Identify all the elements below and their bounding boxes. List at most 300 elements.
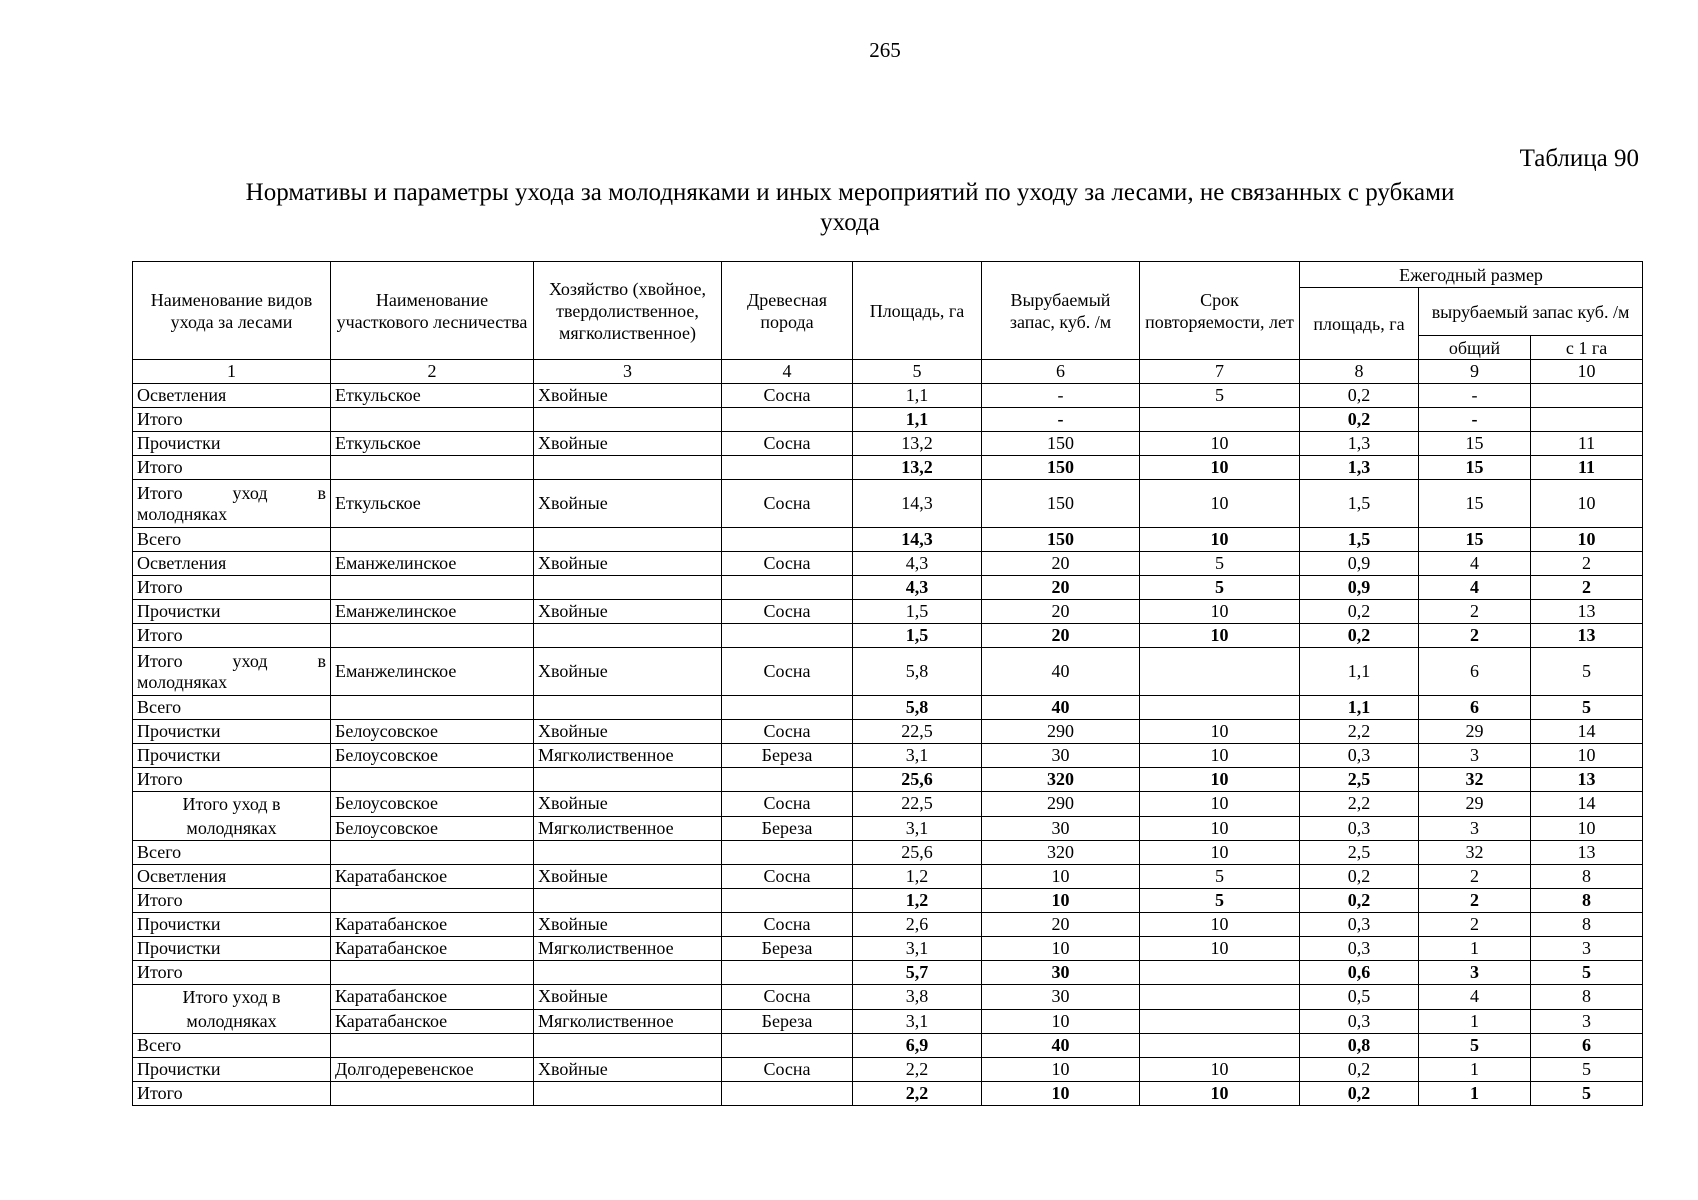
annual-area-cell: 0,2 <box>1300 865 1419 889</box>
farm-cell <box>534 841 722 865</box>
care-type-cell: Итого <box>133 1082 331 1106</box>
table-row <box>133 384 1643 408</box>
farm-cell <box>534 768 722 792</box>
farm-cell: Мягколиственное <box>534 744 722 768</box>
period-cell <box>1140 1009 1300 1034</box>
area-cell: 14,3 <box>853 528 982 552</box>
table-row <box>133 432 1643 456</box>
area-cell: 4,3 <box>853 552 982 576</box>
species-cell: Береза <box>722 1009 853 1034</box>
table-row <box>133 985 1643 1010</box>
header-cell-per-ha: с 1 га <box>1531 336 1643 360</box>
annual-total-cell: 32 <box>1419 768 1531 792</box>
area-cell: 1,5 <box>853 600 982 624</box>
care-type-cell: Итого <box>133 624 331 648</box>
header-cell-area: Площадь, га <box>853 262 982 360</box>
annual-total-cell: - <box>1419 408 1531 432</box>
period-cell: 10 <box>1140 480 1300 528</box>
care-type-cell: Итого <box>133 408 331 432</box>
annual-total-cell: 3 <box>1419 744 1531 768</box>
annual-per-ha-cell: 11 <box>1531 456 1643 480</box>
farm-cell: Мягколиственное <box>534 937 722 961</box>
species-cell <box>722 1082 853 1106</box>
column-number: 10 <box>1531 360 1643 384</box>
farm-cell <box>534 408 722 432</box>
table-row <box>133 408 1643 432</box>
care-type-cell: Итого уход в молодняках <box>133 792 331 841</box>
area-cell: 25,6 <box>853 768 982 792</box>
period-cell: 10 <box>1140 792 1300 817</box>
annual-total-cell: 1 <box>1419 1082 1531 1106</box>
annual-per-ha-cell <box>1531 408 1643 432</box>
header-cell-forestry: Наименование участкового лесничества <box>331 262 534 360</box>
period-cell <box>1140 408 1300 432</box>
species-cell: Береза <box>722 744 853 768</box>
care-type-cell: Прочистки <box>133 432 331 456</box>
period-cell: 10 <box>1140 624 1300 648</box>
period-cell: 10 <box>1140 913 1300 937</box>
period-cell: 10 <box>1140 841 1300 865</box>
column-number: 8 <box>1300 360 1419 384</box>
annual-total-cell: 32 <box>1419 841 1531 865</box>
period-cell: 10 <box>1140 720 1300 744</box>
column-number: 7 <box>1140 360 1300 384</box>
stock-cell: 40 <box>982 696 1140 720</box>
farm-cell: Хвойные <box>534 552 722 576</box>
forestry-cell: Каратабанское <box>331 937 534 961</box>
species-cell <box>722 889 853 913</box>
stock-cell: 10 <box>982 1009 1140 1034</box>
annual-per-ha-cell: 5 <box>1531 648 1643 696</box>
area-cell: 1,1 <box>853 384 982 408</box>
table-title-line-1: Нормативы и параметры ухода за молодняками и иных мероприятий по уходу за лесами, не связанных с рубками <box>245 179 1455 206</box>
stock-cell: 320 <box>982 841 1140 865</box>
page-number: 265 <box>869 38 901 62</box>
species-cell: Береза <box>722 937 853 961</box>
forestry-cell <box>331 961 534 985</box>
care-type-cell: Прочистки <box>133 744 331 768</box>
header-cell-annual-area: площадь, га <box>1300 288 1419 360</box>
table-row <box>133 816 1643 841</box>
farm-cell <box>534 456 722 480</box>
forestry-cell: Каратабанское <box>331 865 534 889</box>
annual-area-cell: 0,2 <box>1300 1082 1419 1106</box>
farm-cell: Хвойные <box>534 720 722 744</box>
annual-area-cell: 1,3 <box>1300 456 1419 480</box>
stock-cell: 150 <box>982 480 1140 528</box>
farm-cell <box>534 696 722 720</box>
forestry-cell <box>331 1082 534 1106</box>
period-cell <box>1140 1034 1300 1058</box>
table-row <box>133 456 1643 480</box>
species-cell: Сосна <box>722 720 853 744</box>
care-type-cell: Итого <box>133 889 331 913</box>
forestry-cell: Белоусовское <box>331 744 534 768</box>
annual-per-ha-cell: 10 <box>1531 528 1643 552</box>
column-number: 6 <box>982 360 1140 384</box>
annual-total-cell: 15 <box>1419 480 1531 528</box>
annual-total-cell: 2 <box>1419 865 1531 889</box>
farm-cell <box>534 576 722 600</box>
forestry-cell <box>331 456 534 480</box>
table-row <box>133 937 1643 961</box>
species-cell: Сосна <box>722 552 853 576</box>
annual-area-cell: 0,2 <box>1300 889 1419 913</box>
farm-cell: Хвойные <box>534 792 722 817</box>
forestry-cell: Каратабанское <box>331 1009 534 1034</box>
forestry-cell <box>331 528 534 552</box>
forestry-cell: Каратабанское <box>331 985 534 1010</box>
stock-cell: 10 <box>982 865 1140 889</box>
annual-area-cell: 0,2 <box>1300 408 1419 432</box>
annual-area-cell: 0,3 <box>1300 937 1419 961</box>
area-cell: 22,5 <box>853 792 982 817</box>
farm-cell: Хвойные <box>534 913 722 937</box>
species-cell: Сосна <box>722 600 853 624</box>
stock-cell: 30 <box>982 816 1140 841</box>
area-cell: 5,7 <box>853 961 982 985</box>
farm-cell: Хвойные <box>534 648 722 696</box>
farm-cell <box>534 889 722 913</box>
species-cell: Береза <box>722 816 853 841</box>
species-cell <box>722 841 853 865</box>
stock-cell: - <box>982 384 1140 408</box>
forestry-cell: Каратабанское <box>331 913 534 937</box>
table-row <box>133 961 1643 985</box>
annual-per-ha-cell: 10 <box>1531 744 1643 768</box>
area-cell: 25,6 <box>853 841 982 865</box>
column-number: 5 <box>853 360 982 384</box>
annual-area-cell: 0,2 <box>1300 1058 1419 1082</box>
care-type-cell: Итого <box>133 456 331 480</box>
stock-cell: 10 <box>982 1082 1140 1106</box>
table-row <box>133 648 1643 696</box>
period-cell: 10 <box>1140 768 1300 792</box>
area-cell: 2,2 <box>853 1058 982 1082</box>
care-type-cell: Прочистки <box>133 600 331 624</box>
annual-total-cell: 1 <box>1419 937 1531 961</box>
annual-total-cell: 3 <box>1419 816 1531 841</box>
forestry-cell <box>331 624 534 648</box>
area-cell: 3,8 <box>853 985 982 1010</box>
annual-total-cell: 15 <box>1419 456 1531 480</box>
area-cell: 1,2 <box>853 889 982 913</box>
care-type-cell: Прочистки <box>133 720 331 744</box>
column-number: 1 <box>133 360 331 384</box>
area-cell: 2,6 <box>853 913 982 937</box>
annual-per-ha-cell: 5 <box>1531 696 1643 720</box>
annual-area-cell: 0,9 <box>1300 576 1419 600</box>
care-type-cell: Итого уход в молодняках <box>133 480 331 528</box>
period-cell: 5 <box>1140 384 1300 408</box>
species-cell: Сосна <box>722 865 853 889</box>
stock-cell: 40 <box>982 648 1140 696</box>
column-number: 4 <box>722 360 853 384</box>
stock-cell: 20 <box>982 913 1140 937</box>
forestry-cell <box>331 841 534 865</box>
farm-cell: Хвойные <box>534 985 722 1010</box>
annual-area-cell: 0,2 <box>1300 624 1419 648</box>
annual-area-cell: 1,5 <box>1300 528 1419 552</box>
stock-cell: 30 <box>982 744 1140 768</box>
forestry-cell <box>331 889 534 913</box>
forestry-cell: Еткульское <box>331 480 534 528</box>
period-cell: 10 <box>1140 600 1300 624</box>
species-cell <box>722 696 853 720</box>
species-cell <box>722 456 853 480</box>
species-cell <box>722 961 853 985</box>
annual-total-cell: 3 <box>1419 961 1531 985</box>
annual-per-ha-cell: 8 <box>1531 889 1643 913</box>
table-row <box>133 744 1643 768</box>
table-row <box>133 841 1643 865</box>
annual-per-ha-cell: 2 <box>1531 576 1643 600</box>
annual-total-cell: 2 <box>1419 600 1531 624</box>
annual-total-cell: 6 <box>1419 648 1531 696</box>
period-cell: 10 <box>1140 432 1300 456</box>
forestry-cell: Белоусовское <box>331 816 534 841</box>
annual-per-ha-cell: 14 <box>1531 720 1643 744</box>
species-cell <box>722 528 853 552</box>
annual-area-cell: 0,9 <box>1300 552 1419 576</box>
care-type-cell: Прочистки <box>133 937 331 961</box>
species-cell <box>722 576 853 600</box>
area-cell: 13,2 <box>853 456 982 480</box>
stock-cell: 10 <box>982 1058 1140 1082</box>
annual-area-cell: 1,1 <box>1300 696 1419 720</box>
annual-total-cell: 29 <box>1419 720 1531 744</box>
header-cell-name: Наименование видов ухода за лесами <box>133 262 331 360</box>
period-cell <box>1140 648 1300 696</box>
stock-cell: 20 <box>982 576 1140 600</box>
stock-cell: - <box>982 408 1140 432</box>
annual-total-cell: - <box>1419 384 1531 408</box>
area-cell: 1,2 <box>853 865 982 889</box>
area-cell: 6,9 <box>853 1034 982 1058</box>
farm-cell: Хвойные <box>534 432 722 456</box>
annual-per-ha-cell: 6 <box>1531 1034 1643 1058</box>
annual-area-cell: 0,2 <box>1300 600 1419 624</box>
stock-cell: 150 <box>982 432 1140 456</box>
annual-per-ha-cell: 13 <box>1531 600 1643 624</box>
annual-total-cell: 6 <box>1419 696 1531 720</box>
table-number: Таблица 90 <box>1519 145 1639 172</box>
header-cell-stock: Вырубаемый запас, куб. /м <box>982 262 1140 360</box>
annual-area-cell: 0,2 <box>1300 384 1419 408</box>
forestry-cell <box>331 1034 534 1058</box>
care-type-cell: Итого <box>133 961 331 985</box>
farm-cell: Хвойные <box>534 865 722 889</box>
table-header <box>133 262 1643 384</box>
farm-cell <box>534 528 722 552</box>
care-type-cell: Осветления <box>133 384 331 408</box>
area-cell: 1,5 <box>853 624 982 648</box>
area-cell: 22,5 <box>853 720 982 744</box>
area-cell: 3,1 <box>853 937 982 961</box>
annual-area-cell: 2,5 <box>1300 768 1419 792</box>
annual-area-cell: 0,3 <box>1300 816 1419 841</box>
annual-per-ha-cell: 11 <box>1531 432 1643 456</box>
annual-per-ha-cell: 8 <box>1531 865 1643 889</box>
farm-cell: Хвойные <box>534 384 722 408</box>
table-row <box>133 1082 1643 1106</box>
table-body <box>133 384 1643 1106</box>
care-type-cell: Всего <box>133 841 331 865</box>
stock-cell: 150 <box>982 456 1140 480</box>
species-cell: Сосна <box>722 432 853 456</box>
period-cell: 10 <box>1140 528 1300 552</box>
care-type-cell: Прочистки <box>133 913 331 937</box>
forestry-cell: Еманжелинское <box>331 552 534 576</box>
annual-area-cell: 1,5 <box>1300 480 1419 528</box>
forestry-cell <box>331 576 534 600</box>
stock-cell: 150 <box>982 528 1140 552</box>
stock-cell: 20 <box>982 624 1140 648</box>
annual-area-cell: 2,2 <box>1300 720 1419 744</box>
annual-total-cell: 4 <box>1419 552 1531 576</box>
annual-per-ha-cell: 3 <box>1531 937 1643 961</box>
stock-cell: 320 <box>982 768 1140 792</box>
care-type-cell: Всего <box>133 1034 331 1058</box>
table-row <box>133 1034 1643 1058</box>
stock-cell: 20 <box>982 600 1140 624</box>
forestry-cell: Долгодеревенское <box>331 1058 534 1082</box>
annual-per-ha-cell: 10 <box>1531 816 1643 841</box>
annual-total-cell: 2 <box>1419 913 1531 937</box>
period-cell: 10 <box>1140 816 1300 841</box>
species-cell: Сосна <box>722 985 853 1010</box>
annual-per-ha-cell: 3 <box>1531 1009 1643 1034</box>
table-row <box>133 552 1643 576</box>
table-row <box>133 913 1643 937</box>
annual-per-ha-cell: 13 <box>1531 768 1643 792</box>
period-cell: 10 <box>1140 937 1300 961</box>
annual-per-ha-cell: 8 <box>1531 985 1643 1010</box>
stock-cell: 290 <box>982 720 1140 744</box>
annual-total-cell: 15 <box>1419 432 1531 456</box>
annual-total-cell: 2 <box>1419 624 1531 648</box>
forestry-cell: Еманжелинское <box>331 600 534 624</box>
period-cell: 10 <box>1140 456 1300 480</box>
header-cell-period: Срок повторяемости, лет <box>1140 262 1300 360</box>
species-cell <box>722 1034 853 1058</box>
annual-total-cell: 1 <box>1419 1009 1531 1034</box>
annual-per-ha-cell: 5 <box>1531 1082 1643 1106</box>
area-cell: 3,1 <box>853 1009 982 1034</box>
forestry-cell <box>331 768 534 792</box>
farm-cell: Мягколиственное <box>534 816 722 841</box>
annual-total-cell: 4 <box>1419 985 1531 1010</box>
farm-cell <box>534 1082 722 1106</box>
farm-cell <box>534 624 722 648</box>
stock-cell: 10 <box>982 937 1140 961</box>
period-cell: 5 <box>1140 865 1300 889</box>
header-cell-species: Древесная порода <box>722 262 853 360</box>
species-cell: Сосна <box>722 913 853 937</box>
period-cell: 10 <box>1140 744 1300 768</box>
period-cell: 5 <box>1140 889 1300 913</box>
annual-per-ha-cell: 13 <box>1531 841 1643 865</box>
annual-per-ha-cell: 5 <box>1531 1058 1643 1082</box>
care-type-cell: Всего <box>133 696 331 720</box>
forestry-cell: Белоусовское <box>331 720 534 744</box>
table-row <box>133 865 1643 889</box>
period-cell: 5 <box>1140 576 1300 600</box>
period-cell: 10 <box>1140 1082 1300 1106</box>
period-cell <box>1140 696 1300 720</box>
care-type-cell: Итого <box>133 768 331 792</box>
period-cell <box>1140 985 1300 1010</box>
period-cell: 10 <box>1140 1058 1300 1082</box>
area-cell: 2,2 <box>853 1082 982 1106</box>
annual-area-cell: 2,2 <box>1300 792 1419 817</box>
area-cell: 13,2 <box>853 432 982 456</box>
forestry-cell: Еткульское <box>331 384 534 408</box>
annual-per-ha-cell: 8 <box>1531 913 1643 937</box>
period-cell <box>1140 961 1300 985</box>
table-row <box>133 576 1643 600</box>
table-row <box>133 624 1643 648</box>
table-row <box>133 792 1643 817</box>
care-type-cell: Итого уход в молодняках <box>133 985 331 1034</box>
annual-total-cell: 5 <box>1419 1034 1531 1058</box>
annual-area-cell: 0,5 <box>1300 985 1419 1010</box>
stock-cell: 30 <box>982 985 1140 1010</box>
annual-total-cell: 4 <box>1419 576 1531 600</box>
area-cell: 5,8 <box>853 648 982 696</box>
species-cell: Сосна <box>722 1058 853 1082</box>
annual-area-cell: 0,6 <box>1300 961 1419 985</box>
forestry-cell <box>331 408 534 432</box>
species-cell: Сосна <box>722 648 853 696</box>
annual-area-cell: 0,8 <box>1300 1034 1419 1058</box>
annual-area-cell: 1,3 <box>1300 432 1419 456</box>
care-type-cell: Осветления <box>133 865 331 889</box>
stock-cell: 10 <box>982 889 1140 913</box>
forestry-cell: Еткульское <box>331 432 534 456</box>
norms-table <box>132 261 1643 1106</box>
species-cell <box>722 768 853 792</box>
annual-area-cell: 1,1 <box>1300 648 1419 696</box>
table-row <box>133 720 1643 744</box>
forestry-cell <box>331 696 534 720</box>
header-cell-annual: Ежегодный размер <box>1300 262 1643 288</box>
farm-cell: Хвойные <box>534 1058 722 1082</box>
annual-per-ha-cell <box>1531 384 1643 408</box>
annual-per-ha-cell: 5 <box>1531 961 1643 985</box>
annual-total-cell: 15 <box>1419 528 1531 552</box>
area-cell: 3,1 <box>853 816 982 841</box>
species-cell: Сосна <box>722 792 853 817</box>
area-cell: 3,1 <box>853 744 982 768</box>
table-row <box>133 889 1643 913</box>
farm-cell <box>534 1034 722 1058</box>
area-cell: 14,3 <box>853 480 982 528</box>
farm-cell: Мягколиственное <box>534 1009 722 1034</box>
stock-cell: 290 <box>982 792 1140 817</box>
header-cell-farm: Хозяйство (хвойное, твердолиственное, мягколиственное) <box>534 262 722 360</box>
table-row <box>133 1058 1643 1082</box>
column-numbers-row <box>133 360 1643 384</box>
farm-cell: Хвойные <box>534 600 722 624</box>
annual-area-cell: 0,3 <box>1300 1009 1419 1034</box>
period-cell: 5 <box>1140 552 1300 576</box>
farm-cell <box>534 961 722 985</box>
forestry-cell: Белоусовское <box>331 792 534 817</box>
table-row <box>133 528 1643 552</box>
table-row <box>133 600 1643 624</box>
table-row <box>133 1009 1643 1034</box>
